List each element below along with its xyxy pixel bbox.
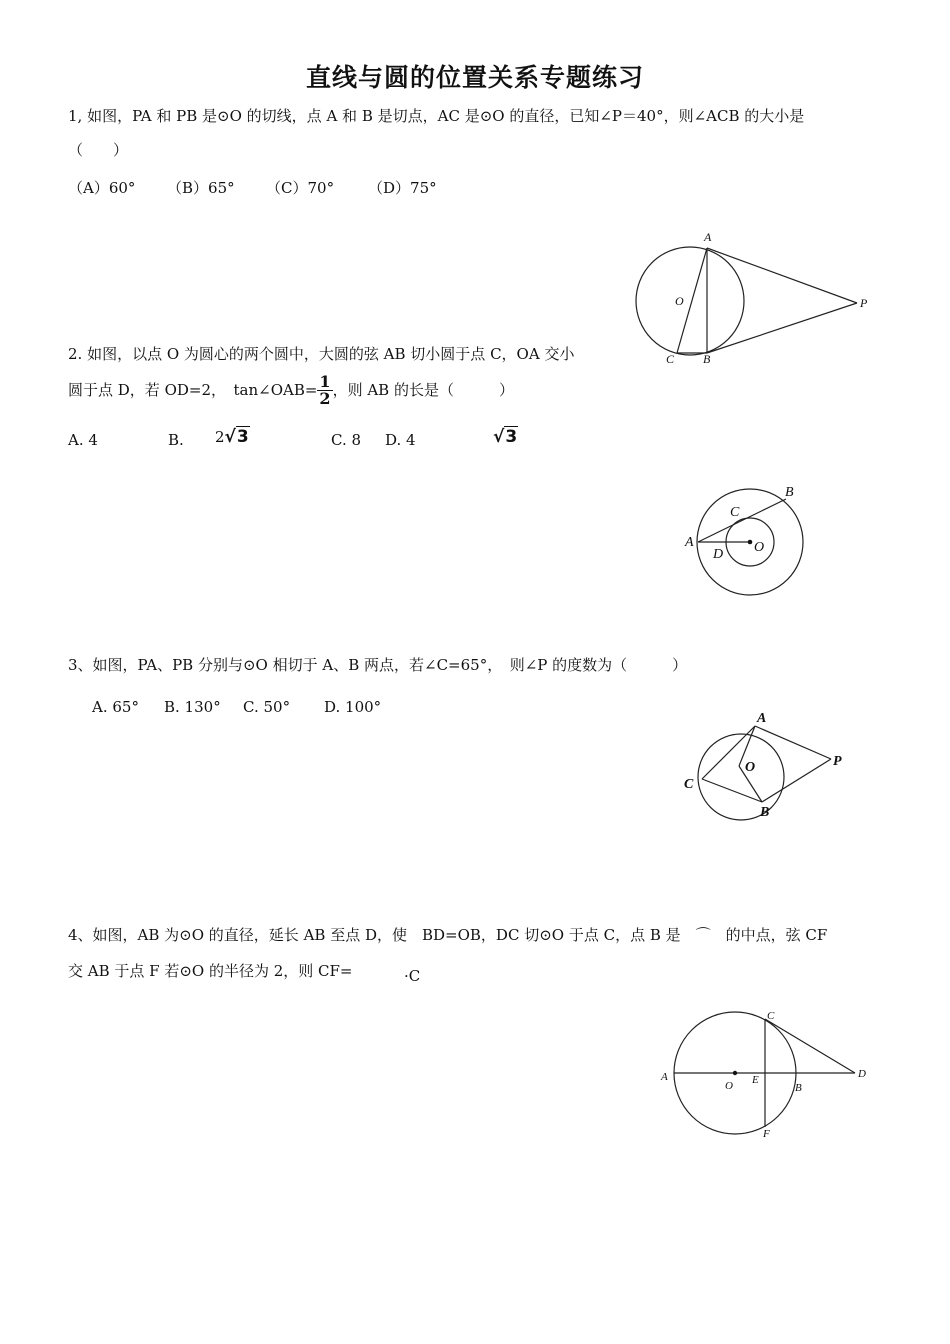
- q4-text-tail: ·C: [404, 967, 421, 985]
- q1-option-a: （A）60°: [68, 179, 136, 197]
- q1-figure: [620, 225, 880, 375]
- q2-option-d-radical-sign: √3: [493, 427, 518, 447]
- q4-center-dot: [733, 1071, 737, 1075]
- q2-option-b-label: B.: [168, 431, 184, 449]
- q2-figure: [675, 478, 825, 603]
- q2-option-b-radical: √3: [224, 427, 249, 447]
- q4-label-f: F: [763, 1128, 770, 1140]
- q2-option-b-coef: 2: [215, 428, 225, 446]
- q2-text-line1: 2. 如图，以点 O 为圆心的两个圆中，大圆的弦 AB 切小圆于点 C，OA 交小: [68, 345, 575, 363]
- q1-option-c: （C）70°: [266, 179, 335, 197]
- q2-option-d-label: D. 4: [385, 431, 416, 449]
- q2-option-a: A. 4: [68, 431, 98, 449]
- q1-circle: [636, 247, 744, 355]
- q2-text-line2: [68, 368, 514, 412]
- q1-tangent-pa: [707, 248, 857, 303]
- page-title: 直线与圆的位置关系专题练习: [305, 63, 644, 92]
- q2-label-a: A: [685, 535, 694, 550]
- q2-option-d-radical: [493, 427, 518, 447]
- q3-circle: [698, 734, 784, 820]
- q1-option-d: （D）75°: [368, 179, 437, 197]
- q1-label-b: B: [703, 352, 711, 366]
- q3-label-b: B: [760, 805, 770, 820]
- q2-center-dot: [748, 540, 753, 545]
- q2-fraction: [317, 371, 332, 408]
- q3-option-a: A. 65°: [92, 698, 139, 716]
- q2-label-d: D: [713, 547, 724, 562]
- q4-label-d: D: [858, 1068, 866, 1080]
- q4-label-o: O: [725, 1080, 733, 1092]
- q4-text-line2: 交 AB 于点 F 若⊙O 的半径为 2，则 CF=: [68, 962, 353, 980]
- q1-text: 1, 如图，PA 和 PB 是⊙O 的切线，点 A 和 B 是切点，AC 是⊙O 的直径，已知∠P＝40°，则∠ACB 的大小是: [68, 107, 805, 125]
- q4-text-line1: 4、如图，AB 为⊙O 的直径，延长 AB 至点 D，使 BD=OB，DC 切⊙O 于点 C，点 B 是 ⌒ 的中点，弦 CF: [68, 926, 828, 944]
- q4-figure: [655, 1005, 880, 1145]
- q1-label-p: P: [860, 296, 868, 310]
- q2-label-c: C: [730, 505, 740, 520]
- q4-tangent-dc: [765, 1019, 855, 1073]
- q4-label-e: E: [752, 1074, 759, 1086]
- q4-label-b: B: [795, 1082, 802, 1094]
- q2-text-line2-start: 圆于点 D，若 OD=2， tan∠OAB=: [68, 380, 318, 399]
- q2-option-b-value: [215, 427, 250, 447]
- q2-fraction-numerator: 1: [319, 371, 331, 391]
- q3-option-d: D. 100°: [324, 698, 382, 716]
- q3-option-c: C. 50°: [243, 698, 291, 716]
- q2-option-d-radicand: 3: [505, 427, 518, 447]
- q2-option-b-radicand: 3: [236, 427, 249, 447]
- q2-text-line2-end: ，则 AB 的长是（ ）: [332, 380, 514, 399]
- q4-label-a: A: [661, 1071, 668, 1083]
- q3-option-b: B. 130°: [164, 698, 221, 716]
- q3-label-a: A: [757, 711, 767, 726]
- q3-label-p: P: [833, 754, 842, 769]
- q1-answer-paren: （ ）: [68, 141, 129, 159]
- q3-text: 3、如图，PA、PB 分别与⊙O 相切于 A、B 两点，若∠C=65°， 则∠P 的度数为（ ）: [68, 656, 688, 674]
- q1-option-b: （B）65°: [167, 179, 235, 197]
- q1-tangent-pb: [707, 303, 857, 353]
- q2-fraction-denominator: 2: [319, 388, 331, 408]
- q3-label-c: C: [684, 777, 694, 792]
- q2-option-c: C. 8: [331, 431, 362, 449]
- q3-tangent-pb: [762, 759, 831, 802]
- q1-label-c: C: [666, 352, 675, 366]
- q3-chord-cb: [702, 779, 762, 802]
- q2-label-o: O: [754, 540, 765, 555]
- q2-label-b: B: [785, 485, 794, 500]
- q1-label-o: O: [675, 294, 684, 308]
- q1-label-a: A: [704, 230, 712, 244]
- q3-figure: [675, 702, 860, 827]
- q4-label-c: C: [767, 1010, 775, 1022]
- q3-label-o: O: [745, 760, 756, 775]
